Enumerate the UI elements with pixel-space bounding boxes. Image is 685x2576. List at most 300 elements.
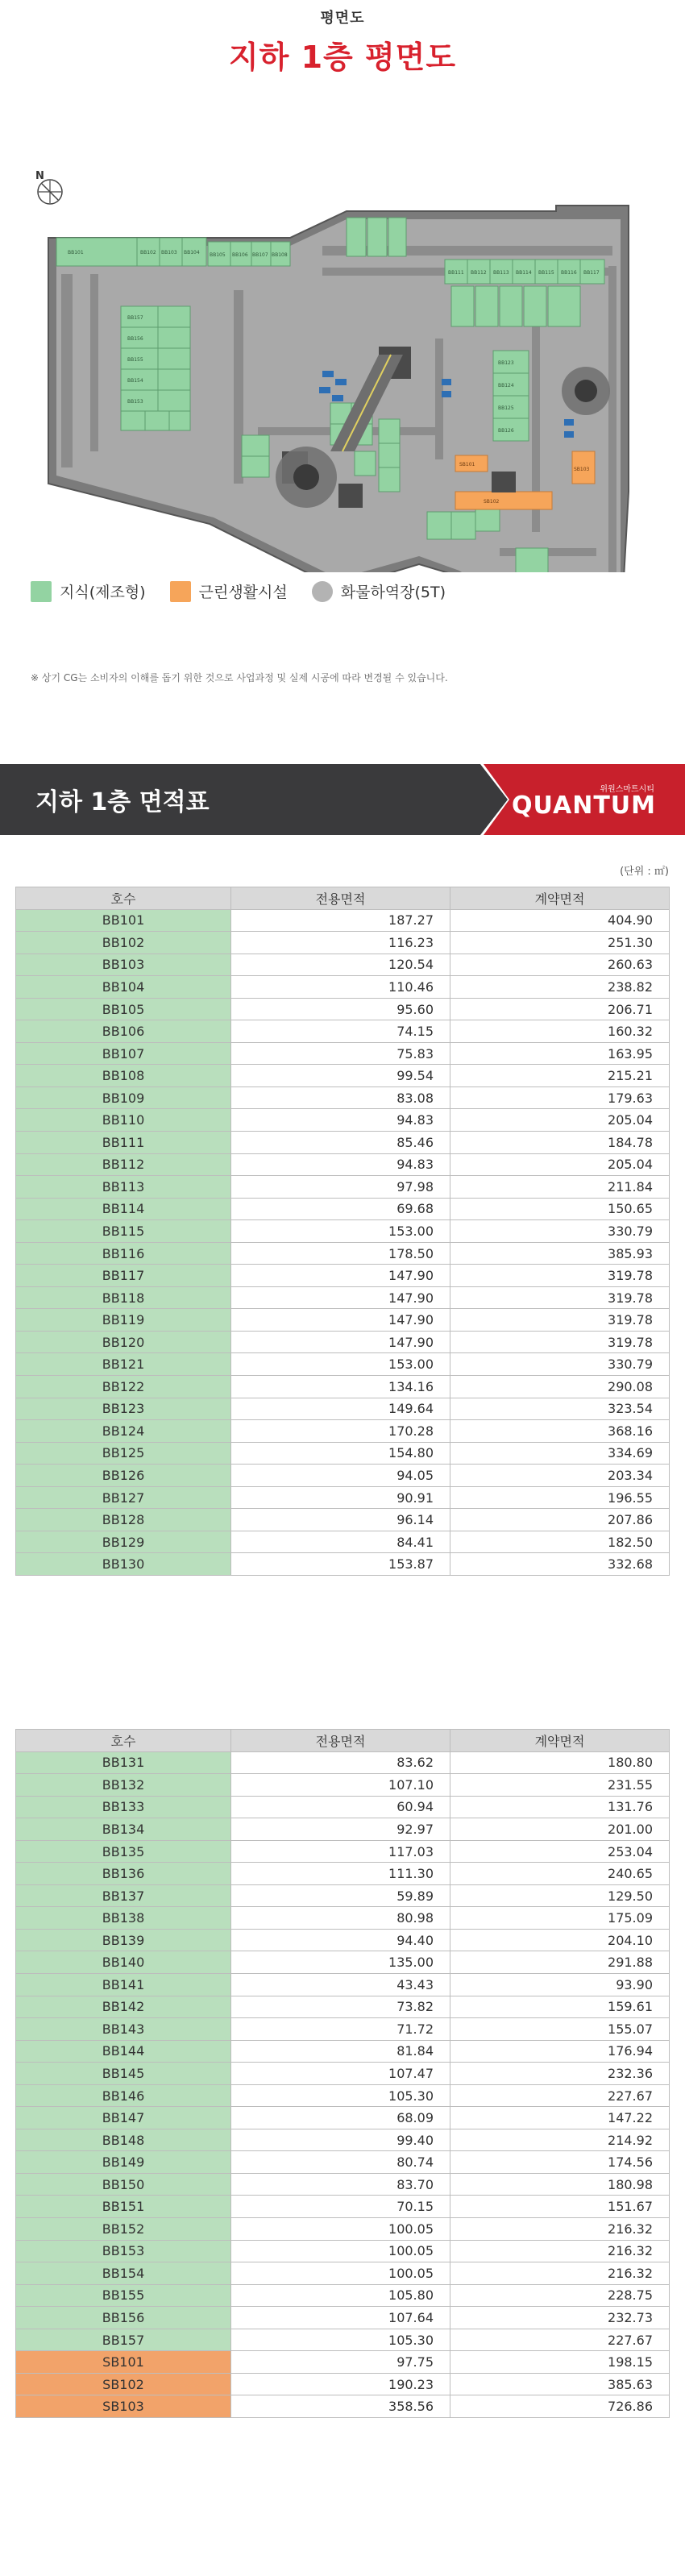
cell-contract-area: 330.79 xyxy=(450,1220,670,1243)
cell-exclusive-area: 107.64 xyxy=(231,2307,450,2329)
cell-unit-code: BB114 xyxy=(16,1198,231,1220)
column-header-contract-area: 계약면적 xyxy=(450,1730,670,1752)
cell-exclusive-area: 99.54 xyxy=(231,1065,450,1087)
legend-item-commercial xyxy=(170,580,288,602)
cell-unit-code: BB157 xyxy=(16,2329,231,2351)
table-row xyxy=(16,1309,670,1332)
floor-plan-drawing xyxy=(0,73,685,572)
cell-contract-area: 203.34 xyxy=(450,1465,670,1487)
table-row xyxy=(16,1863,670,1885)
cell-unit-code: BB136 xyxy=(16,1863,231,1885)
cell-exclusive-area: 94.83 xyxy=(231,1109,450,1132)
svg-text:BB156: BB156 xyxy=(127,336,143,342)
cell-unit-code: BB149 xyxy=(16,2151,231,2174)
svg-text:BB117: BB117 xyxy=(583,270,600,276)
cell-unit-code: BB107 xyxy=(16,1042,231,1065)
cell-unit-code: BB106 xyxy=(16,1020,231,1043)
table-row xyxy=(16,1884,670,1907)
cell-contract-area: 404.90 xyxy=(450,909,670,932)
cell-exclusive-area: 94.40 xyxy=(231,1929,450,1951)
cell-exclusive-area: 100.05 xyxy=(231,2262,450,2285)
cell-unit-code: BB110 xyxy=(16,1109,231,1132)
legend-item-loading-dock xyxy=(312,580,446,602)
cell-exclusive-area: 90.91 xyxy=(231,1486,450,1509)
cell-exclusive-area: 99.40 xyxy=(231,2129,450,2151)
svg-text:BB153: BB153 xyxy=(127,399,143,405)
cell-unit-code: BB105 xyxy=(16,998,231,1020)
column-header-unit: 호수 xyxy=(16,1730,231,1752)
cell-contract-area: 231.55 xyxy=(450,1774,670,1797)
cell-contract-area: 368.16 xyxy=(450,1420,670,1443)
cell-unit-code: BB120 xyxy=(16,1331,231,1353)
cell-unit-code: BB103 xyxy=(16,954,231,976)
cell-unit-code: BB109 xyxy=(16,1086,231,1109)
cell-exclusive-area: 358.56 xyxy=(231,2395,450,2418)
units-left-column xyxy=(121,306,190,430)
cell-unit-code: SB103 xyxy=(16,2395,231,2418)
cell-contract-area: 232.73 xyxy=(450,2307,670,2329)
cell-exclusive-area: 135.00 xyxy=(231,1951,450,1974)
cell-contract-area: 227.67 xyxy=(450,2329,670,2351)
cell-exclusive-area: 68.09 xyxy=(231,2107,450,2129)
svg-text:BB116: BB116 xyxy=(561,270,577,276)
table-header-row xyxy=(16,887,670,910)
cell-unit-code: BB118 xyxy=(16,1286,231,1309)
table-row xyxy=(16,1132,670,1154)
table-row xyxy=(16,909,670,932)
cell-unit-code: BB147 xyxy=(16,2107,231,2129)
cell-contract-area: 332.68 xyxy=(450,1553,670,1576)
cell-exclusive-area: 120.54 xyxy=(231,954,450,976)
cell-unit-code: BB132 xyxy=(16,1774,231,1797)
cell-exclusive-area: 170.28 xyxy=(231,1420,450,1443)
cell-exclusive-area: 95.60 xyxy=(231,998,450,1020)
cell-exclusive-area: 116.23 xyxy=(231,932,450,954)
cell-contract-area: 182.50 xyxy=(450,1531,670,1553)
table-row xyxy=(16,2196,670,2218)
cell-unit-code: BB156 xyxy=(16,2307,231,2329)
cell-unit-code: BB142 xyxy=(16,1996,231,2018)
svg-text:BB102: BB102 xyxy=(140,250,156,256)
svg-text:BB104: BB104 xyxy=(184,250,200,256)
cell-contract-area: 216.32 xyxy=(450,2262,670,2285)
table-row xyxy=(16,954,670,976)
table-row xyxy=(16,1442,670,1465)
cell-contract-area: 180.80 xyxy=(450,1751,670,1774)
cell-exclusive-area: 80.98 xyxy=(231,1907,450,1930)
table-row xyxy=(16,1153,670,1176)
svg-text:BB108: BB108 xyxy=(272,252,288,258)
cell-unit-code: BB152 xyxy=(16,2218,231,2241)
cell-exclusive-area: 70.15 xyxy=(231,2196,450,2218)
cell-contract-area: 238.82 xyxy=(450,976,670,999)
cell-exclusive-area: 187.27 xyxy=(231,909,450,932)
svg-text:BB111: BB111 xyxy=(448,270,464,276)
legend-label: 화물하역장(5T) xyxy=(340,584,446,601)
cell-contract-area: 216.32 xyxy=(450,2218,670,2241)
svg-text:BB123: BB123 xyxy=(498,360,514,366)
cell-exclusive-area: 117.03 xyxy=(231,1840,450,1863)
cell-contract-area: 232.36 xyxy=(450,2063,670,2085)
table-row xyxy=(16,1531,670,1553)
table-row xyxy=(16,1331,670,1353)
cell-unit-code: BB143 xyxy=(16,2018,231,2041)
cell-exclusive-area: 84.41 xyxy=(231,1531,450,1553)
cell-unit-code: BB119 xyxy=(16,1309,231,1332)
table-row xyxy=(16,1465,670,1487)
table-row xyxy=(16,1086,670,1109)
cell-exclusive-area: 92.97 xyxy=(231,1818,450,1841)
cell-unit-code: BB134 xyxy=(16,1818,231,1841)
table-body-1 xyxy=(16,909,670,1575)
cell-contract-area: 205.04 xyxy=(450,1109,670,1132)
cell-contract-area: 204.10 xyxy=(450,1929,670,1951)
table-row xyxy=(16,1198,670,1220)
table-row xyxy=(16,2063,670,2085)
cell-exclusive-area: 59.89 xyxy=(231,1884,450,1907)
cell-exclusive-area: 107.10 xyxy=(231,1774,450,1797)
cell-contract-area: 260.63 xyxy=(450,954,670,976)
cell-unit-code: BB139 xyxy=(16,1929,231,1951)
cell-contract-area: 206.71 xyxy=(450,998,670,1020)
cell-contract-area: 240.65 xyxy=(450,1863,670,1885)
cell-unit-code: SB102 xyxy=(16,2373,231,2395)
area-table-banner xyxy=(0,764,685,835)
cell-unit-code: BB141 xyxy=(16,1974,231,1996)
legend-item-knowledge xyxy=(31,580,146,602)
table-row xyxy=(16,2084,670,2107)
table-row xyxy=(16,2218,670,2241)
cell-unit-code: BB102 xyxy=(16,932,231,954)
column-header-exclusive-area: 전용면적 xyxy=(231,1730,450,1752)
cell-unit-code: BB122 xyxy=(16,1376,231,1398)
page-subtitle: 평면도 xyxy=(320,10,365,27)
cell-exclusive-area: 100.05 xyxy=(231,2218,450,2241)
cell-contract-area: 159.61 xyxy=(450,1996,670,2018)
banner-title: 지하 1층 면적표 xyxy=(35,788,210,816)
compass-icon xyxy=(35,170,62,204)
cell-exclusive-area: 107.47 xyxy=(231,2063,450,2085)
cell-contract-area: 207.86 xyxy=(450,1509,670,1531)
cell-contract-area: 215.21 xyxy=(450,1065,670,1087)
svg-text:BB105: BB105 xyxy=(210,252,226,258)
table-row xyxy=(16,1042,670,1065)
table-row xyxy=(16,1974,670,1996)
table-row xyxy=(16,2107,670,2129)
cell-contract-area: 334.69 xyxy=(450,1442,670,1465)
floor-plan xyxy=(0,73,685,572)
svg-text:BB115: BB115 xyxy=(538,270,554,276)
cell-unit-code: BB112 xyxy=(16,1153,231,1176)
svg-text:BB154: BB154 xyxy=(127,378,143,384)
table-row xyxy=(16,932,670,954)
cell-contract-area: 184.78 xyxy=(450,1132,670,1154)
table-row xyxy=(16,1176,670,1199)
cell-contract-area: 175.09 xyxy=(450,1907,670,1930)
table-row xyxy=(16,2351,670,2374)
table-row xyxy=(16,1840,670,1863)
svg-text:BB106: BB106 xyxy=(232,252,248,258)
cell-unit-code: BB133 xyxy=(16,1796,231,1818)
legend-swatch-gray-circle xyxy=(312,581,333,602)
table-row xyxy=(16,1398,670,1420)
svg-text:SB101: SB101 xyxy=(459,462,475,467)
cell-exclusive-area: 153.87 xyxy=(231,1553,450,1576)
cell-unit-code: BB145 xyxy=(16,2063,231,2085)
cell-contract-area: 201.00 xyxy=(450,1818,670,1841)
cell-unit-code: BB155 xyxy=(16,2284,231,2307)
cell-unit-code: BB126 xyxy=(16,1465,231,1487)
cell-exclusive-area: 83.62 xyxy=(231,1751,450,1774)
cell-exclusive-area: 97.75 xyxy=(231,2351,450,2374)
cell-unit-code: BB135 xyxy=(16,1840,231,1863)
cell-exclusive-area: 147.90 xyxy=(231,1309,450,1332)
cell-contract-area: 216.32 xyxy=(450,2240,670,2262)
cell-exclusive-area: 75.83 xyxy=(231,1042,450,1065)
page-header xyxy=(0,0,685,73)
legend-label: 근린생활시설 xyxy=(198,584,288,601)
cell-exclusive-area: 105.30 xyxy=(231,2084,450,2107)
cell-exclusive-area: 154.80 xyxy=(231,1442,450,1465)
cell-unit-code: BB121 xyxy=(16,1353,231,1376)
cell-exclusive-area: 190.23 xyxy=(231,2373,450,2395)
cell-contract-area: 290.08 xyxy=(450,1376,670,1398)
svg-text:BB101: BB101 xyxy=(68,250,84,256)
table-row xyxy=(16,2329,670,2351)
svg-text:BB124: BB124 xyxy=(498,383,514,388)
svg-text:BB112: BB112 xyxy=(471,270,487,276)
table-row xyxy=(16,1420,670,1443)
cell-exclusive-area: 149.64 xyxy=(231,1398,450,1420)
cell-exclusive-area: 81.84 xyxy=(231,2040,450,2063)
table-row xyxy=(16,2173,670,2196)
cell-contract-area: 93.90 xyxy=(450,1974,670,1996)
cell-exclusive-area: 83.08 xyxy=(231,1086,450,1109)
svg-text:BB103: BB103 xyxy=(161,250,177,256)
area-table-2 xyxy=(15,1729,670,2418)
cell-contract-area: 319.78 xyxy=(450,1309,670,1332)
table-row xyxy=(16,1796,670,1818)
cell-contract-area: 227.67 xyxy=(450,2084,670,2107)
table-row xyxy=(16,976,670,999)
cell-exclusive-area: 69.68 xyxy=(231,1198,450,1220)
cell-exclusive-area: 74.15 xyxy=(231,1020,450,1043)
column-header-contract-area: 계약면적 xyxy=(450,887,670,910)
cell-unit-code: BB131 xyxy=(16,1751,231,1774)
cell-exclusive-area: 147.90 xyxy=(231,1265,450,1287)
cell-unit-code: BB153 xyxy=(16,2240,231,2262)
cell-unit-code: BB137 xyxy=(16,1884,231,1907)
svg-text:BB126: BB126 xyxy=(498,428,514,434)
cell-contract-area: 385.63 xyxy=(450,2373,670,2395)
svg-text:BB125: BB125 xyxy=(498,405,514,411)
cell-contract-area: 211.84 xyxy=(450,1176,670,1199)
cell-contract-area: 205.04 xyxy=(450,1153,670,1176)
table-row xyxy=(16,1286,670,1309)
cell-unit-code: BB144 xyxy=(16,2040,231,2063)
cell-unit-code: BB108 xyxy=(16,1065,231,1087)
disclaimer-note: ※ 상기 CG는 소비자의 이해를 돕기 위한 것으로 사업과정 및 실제 시공에 따라 변경될 수 있습니다. xyxy=(31,672,448,683)
cell-exclusive-area: 100.05 xyxy=(231,2240,450,2262)
cell-exclusive-area: 94.83 xyxy=(231,1153,450,1176)
cell-unit-code: BB124 xyxy=(16,1420,231,1443)
table-row xyxy=(16,1242,670,1265)
table-row xyxy=(16,1509,670,1531)
table-body-2 xyxy=(16,1751,670,2417)
column-header-exclusive-area: 전용면적 xyxy=(231,887,450,910)
page-title: 지하 1층 평면도 xyxy=(228,39,457,75)
cell-unit-code: BB146 xyxy=(16,2084,231,2107)
cell-exclusive-area: 110.46 xyxy=(231,976,450,999)
table-row xyxy=(16,1220,670,1243)
table-row xyxy=(16,2240,670,2262)
svg-text:SB102: SB102 xyxy=(484,499,500,505)
cell-exclusive-area: 85.46 xyxy=(231,1132,450,1154)
table-header-row xyxy=(16,1730,670,1752)
cell-unit-code: BB104 xyxy=(16,976,231,999)
brand-subtitle: 위원스마트시티 xyxy=(600,785,654,794)
table-row xyxy=(16,2040,670,2063)
cell-contract-area: 151.67 xyxy=(450,2196,670,2218)
units-tower xyxy=(347,218,406,256)
cell-unit-code: BB123 xyxy=(16,1398,231,1420)
cell-exclusive-area: 80.74 xyxy=(231,2151,450,2174)
table-row xyxy=(16,1065,670,1087)
table-row xyxy=(16,1996,670,2018)
cell-contract-area: 319.78 xyxy=(450,1331,670,1353)
cell-unit-code: BB130 xyxy=(16,1553,231,1576)
table-row xyxy=(16,1020,670,1043)
legend-swatch-green xyxy=(31,581,52,602)
table-row xyxy=(16,1818,670,1841)
table-row xyxy=(16,1951,670,1974)
cell-unit-code: BB116 xyxy=(16,1242,231,1265)
cell-exclusive-area: 73.82 xyxy=(231,1996,450,2018)
table-row xyxy=(16,1553,670,1576)
cell-contract-area: 179.63 xyxy=(450,1086,670,1109)
cell-exclusive-area: 97.98 xyxy=(231,1176,450,1199)
cell-unit-code: BB127 xyxy=(16,1486,231,1509)
cell-exclusive-area: 147.90 xyxy=(231,1286,450,1309)
cell-contract-area: 319.78 xyxy=(450,1286,670,1309)
cell-exclusive-area: 94.05 xyxy=(231,1465,450,1487)
area-table-1 xyxy=(15,887,670,1576)
table-row xyxy=(16,2151,670,2174)
cell-contract-area: 163.95 xyxy=(450,1042,670,1065)
cell-contract-area: 253.04 xyxy=(450,1840,670,1863)
cell-unit-code: BB128 xyxy=(16,1509,231,1531)
cell-unit-code: BB113 xyxy=(16,1176,231,1199)
legend-swatch-orange xyxy=(170,581,191,602)
cell-unit-code: BB129 xyxy=(16,1531,231,1553)
cell-exclusive-area: 134.16 xyxy=(231,1376,450,1398)
cell-unit-code: BB148 xyxy=(16,2129,231,2151)
cell-contract-area: 180.98 xyxy=(450,2173,670,2196)
cell-contract-area: 319.78 xyxy=(450,1265,670,1287)
table-row xyxy=(16,1353,670,1376)
cell-contract-area: 726.86 xyxy=(450,2395,670,2418)
cell-contract-area: 150.65 xyxy=(450,1198,670,1220)
cell-exclusive-area: 83.70 xyxy=(231,2173,450,2196)
cell-exclusive-area: 71.72 xyxy=(231,2018,450,2041)
cell-exclusive-area: 105.30 xyxy=(231,2329,450,2351)
table-row xyxy=(16,1907,670,1930)
svg-text:N: N xyxy=(35,170,44,182)
table-row xyxy=(16,1265,670,1287)
table-row xyxy=(16,1376,670,1398)
cell-contract-area: 176.94 xyxy=(450,2040,670,2063)
cell-exclusive-area: 60.94 xyxy=(231,1796,450,1818)
cell-contract-area: 160.32 xyxy=(450,1020,670,1043)
cell-exclusive-area: 178.50 xyxy=(231,1242,450,1265)
cell-unit-code: BB101 xyxy=(16,909,231,932)
table-row xyxy=(16,1109,670,1132)
table-row xyxy=(16,1774,670,1797)
cell-unit-code: BB151 xyxy=(16,2196,231,2218)
cell-contract-area: 196.55 xyxy=(450,1486,670,1509)
unit-label: (단위 : ㎡) xyxy=(620,866,669,878)
svg-text:SB103: SB103 xyxy=(574,467,590,472)
cell-exclusive-area: 111.30 xyxy=(231,1863,450,1885)
cell-contract-area: 291.88 xyxy=(450,1951,670,1974)
cell-exclusive-area: 147.90 xyxy=(231,1331,450,1353)
cell-unit-code: BB140 xyxy=(16,1951,231,1974)
cell-contract-area: 155.07 xyxy=(450,2018,670,2041)
cell-contract-area: 251.30 xyxy=(450,932,670,954)
cell-unit-code: BB111 xyxy=(16,1132,231,1154)
svg-text:BB157: BB157 xyxy=(127,315,143,321)
brand-logo: QUANTUM xyxy=(512,791,656,820)
svg-text:BB114: BB114 xyxy=(516,270,532,276)
cell-unit-code: BB138 xyxy=(16,1907,231,1930)
cell-exclusive-area: 43.43 xyxy=(231,1974,450,1996)
cell-unit-code: BB150 xyxy=(16,2173,231,2196)
table-row xyxy=(16,2373,670,2395)
table-row xyxy=(16,2129,670,2151)
cell-exclusive-area: 105.80 xyxy=(231,2284,450,2307)
cell-contract-area: 131.76 xyxy=(450,1796,670,1818)
table-row xyxy=(16,1929,670,1951)
cell-exclusive-area: 153.00 xyxy=(231,1353,450,1376)
cell-contract-area: 214.92 xyxy=(450,2129,670,2151)
column-header-unit: 호수 xyxy=(16,887,231,910)
legend xyxy=(31,580,446,602)
table-row xyxy=(16,1751,670,1774)
cell-contract-area: 228.75 xyxy=(450,2284,670,2307)
svg-text:BB107: BB107 xyxy=(252,252,268,258)
table-row xyxy=(16,2307,670,2329)
cell-unit-code: SB101 xyxy=(16,2351,231,2374)
table-row xyxy=(16,1486,670,1509)
svg-text:BB113: BB113 xyxy=(493,270,509,276)
svg-text:BB155: BB155 xyxy=(127,357,143,363)
cell-contract-area: 323.54 xyxy=(450,1398,670,1420)
cell-contract-area: 147.22 xyxy=(450,2107,670,2129)
cell-unit-code: BB154 xyxy=(16,2262,231,2285)
cell-unit-code: BB125 xyxy=(16,1442,231,1465)
cell-contract-area: 129.50 xyxy=(450,1884,670,1907)
legend-label: 지식(제조형) xyxy=(60,584,146,601)
table-row xyxy=(16,2395,670,2418)
cell-exclusive-area: 96.14 xyxy=(231,1509,450,1531)
table-row xyxy=(16,2284,670,2307)
cell-contract-area: 174.56 xyxy=(450,2151,670,2174)
cell-unit-code: BB115 xyxy=(16,1220,231,1243)
cell-contract-area: 330.79 xyxy=(450,1353,670,1376)
table-row xyxy=(16,2262,670,2285)
table-row xyxy=(16,998,670,1020)
table-row xyxy=(16,2018,670,2041)
